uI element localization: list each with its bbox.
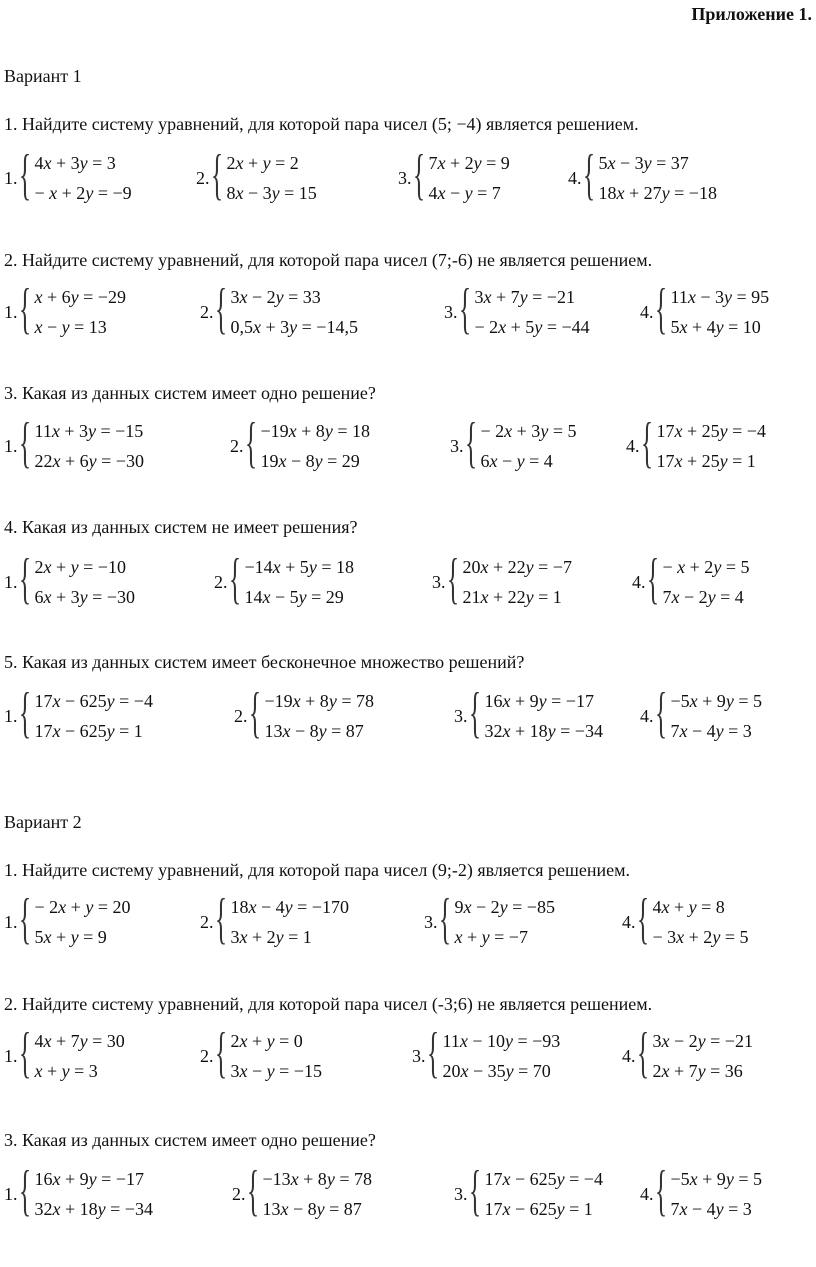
equation: −5x + 9y = 5 [670, 691, 762, 711]
option-number: 2. [214, 571, 228, 592]
answer-option [214, 548, 354, 612]
equation: 32x + 18y = −34 [34, 1199, 153, 1219]
option-number: 2. [200, 301, 214, 322]
equation-system [443, 1028, 561, 1084]
answer-option [450, 412, 577, 476]
equation-system [35, 1166, 153, 1222]
equation: 3x − y = −15 [230, 1061, 322, 1081]
system-brace-icon: { [640, 412, 653, 474]
system-brace-icon: { [468, 1160, 481, 1222]
equation-system [455, 894, 555, 950]
system-brace-icon: { [636, 1022, 649, 1084]
equation: 16x + 9y = −17 [484, 691, 594, 711]
system-brace-icon: { [214, 278, 227, 340]
system-brace-icon: { [210, 144, 223, 206]
answer-option [632, 548, 750, 612]
answer-option [622, 1022, 753, 1086]
equation-system [653, 1028, 753, 1084]
system-brace-icon: { [458, 278, 471, 340]
option-number: 3. [412, 1045, 426, 1066]
equation: 3x − 2y = −21 [652, 1031, 753, 1051]
equation: − 3x + 2y = 5 [652, 927, 749, 947]
option-number: 1. [4, 435, 18, 456]
system-brace-icon: { [18, 1160, 31, 1222]
option-number: 4. [568, 167, 582, 188]
question-text: 1. Найдите систему уравнений, для которой пара чисел (9;-2) является решением. [4, 860, 631, 880]
question-text: 4. Какая из данных систем не имеет решения? [4, 517, 358, 537]
equation-system [481, 418, 577, 474]
equation-system [261, 418, 370, 474]
answer-option [432, 548, 572, 612]
option-number: 2. [232, 1183, 246, 1204]
system-brace-icon: { [214, 1022, 227, 1084]
answer-option [200, 888, 349, 952]
equation: − x + 2y = −9 [34, 183, 132, 203]
system-brace-icon: { [446, 548, 459, 610]
equation: 7x + 2y = 9 [428, 153, 510, 173]
option-number: 4. [622, 1045, 636, 1066]
equation: 17x + 25y = 1 [656, 451, 756, 471]
system-brace-icon: { [214, 888, 227, 950]
variant-title: Вариант 1 [4, 66, 82, 86]
equation: 4x + 7y = 30 [34, 1031, 125, 1051]
equation: 9x − 2y = −85 [454, 897, 555, 917]
equation: 4x + 3y = 3 [34, 153, 116, 173]
system-brace-icon: { [18, 412, 31, 474]
option-number: 3. [450, 435, 464, 456]
equation: 8x − 3y = 15 [226, 183, 317, 203]
answer-option [230, 412, 370, 476]
option-number: 1. [4, 1045, 18, 1066]
equation: 2x + 7y = 36 [652, 1061, 743, 1081]
equation: x + 6y = −29 [34, 287, 126, 307]
system-brace-icon: { [426, 1022, 439, 1084]
system-brace-icon: { [18, 278, 31, 340]
option-number: 1. [4, 571, 18, 592]
option-number: 3. [432, 571, 446, 592]
equation: −19x + 8y = 18 [260, 421, 370, 441]
equation: 2x + y = 2 [226, 153, 299, 173]
system-brace-icon: { [464, 412, 477, 474]
equation: 17x − 625y = 1 [34, 721, 143, 741]
equation: 22x + 6y = −30 [34, 451, 144, 471]
system-brace-icon: { [582, 144, 595, 206]
equation: 6x + 3y = −30 [34, 587, 135, 607]
equation: 20x + 22y = −7 [462, 557, 572, 577]
equation: − 2x + y = 20 [34, 897, 131, 917]
equation: 4x + y = 8 [652, 897, 725, 917]
equation: 7x − 2y = 4 [662, 587, 744, 607]
system-brace-icon: { [18, 1022, 31, 1084]
equation: 32x + 18y = −34 [484, 721, 603, 741]
equation: 6x − y = 4 [480, 451, 553, 471]
equation: 17x − 625y = −4 [484, 1169, 603, 1189]
answer-option [622, 888, 749, 952]
equation-system [35, 894, 131, 950]
option-number: 1. [4, 167, 18, 188]
answer-option [640, 682, 762, 746]
answer-option [200, 278, 358, 342]
option-number: 2. [234, 705, 248, 726]
equation: −19x + 8y = 78 [264, 691, 374, 711]
answer-option [640, 1160, 762, 1224]
equation-system [429, 150, 510, 206]
equation: 5x − 3y = 37 [598, 153, 689, 173]
system-brace-icon: { [18, 682, 31, 744]
answer-option [4, 1160, 153, 1224]
equation: − 2x + 3y = 5 [480, 421, 577, 441]
equation: −13x + 8y = 78 [262, 1169, 372, 1189]
option-number: 3. [398, 167, 412, 188]
option-number: 4. [640, 705, 654, 726]
option-number: 3. [454, 705, 468, 726]
appendix-title: Приложение 1. [691, 4, 812, 24]
equation-system [663, 554, 750, 610]
equation: 17x − 625y = −4 [34, 691, 153, 711]
answer-option [412, 1022, 561, 1086]
system-brace-icon: { [18, 888, 31, 950]
answer-option [4, 682, 153, 746]
answer-option [196, 144, 317, 208]
option-number: 3. [424, 911, 438, 932]
system-brace-icon: { [654, 278, 667, 340]
equation: −14x + 5y = 18 [244, 557, 354, 577]
system-brace-icon: { [18, 548, 31, 610]
equation: 11x + 3y = −15 [34, 421, 144, 441]
question-text: 3. Какая из данных систем имеет одно решение? [4, 383, 376, 403]
equation-system [35, 284, 126, 340]
system-brace-icon: { [654, 1160, 667, 1222]
system-brace-icon: { [18, 144, 31, 206]
equation-system [463, 554, 572, 610]
option-number: 4. [632, 571, 646, 592]
equation: 7x − 4y = 3 [670, 721, 752, 741]
equation: 21x + 22y = 1 [462, 587, 562, 607]
answer-option [640, 278, 770, 342]
equation-system [227, 150, 317, 206]
system-brace-icon: { [636, 888, 649, 950]
question-text: 2. Найдите систему уравнений, для которой пара чисел (-3;6) не является решением. [4, 994, 653, 1014]
equation-system [671, 1166, 762, 1222]
equation: 13x − 8y = 87 [262, 1199, 362, 1219]
option-number: 3. [444, 301, 458, 322]
equation: 0,5x + 3y = −14,5 [230, 317, 358, 337]
system-brace-icon: { [438, 888, 451, 950]
answer-option [4, 144, 132, 208]
equation-system [35, 688, 153, 744]
option-number: 1. [4, 301, 18, 322]
system-brace-icon: { [228, 548, 241, 610]
option-number: 4. [626, 435, 640, 456]
equation: 3x − 2y = 33 [230, 287, 321, 307]
equation: x − y = 13 [34, 317, 107, 337]
system-brace-icon: { [248, 682, 261, 744]
equation-system [231, 894, 349, 950]
system-brace-icon: { [244, 412, 257, 474]
equation: 18x + 27y = −18 [598, 183, 717, 203]
equation: 3x + 2y = 1 [230, 927, 312, 947]
equation: − 2x + 5y = −44 [474, 317, 590, 337]
equation: 5x + 4y = 10 [670, 317, 761, 337]
question-text: 2. Найдите систему уравнений, для которой пара чисел (7;-6) не является решением. [4, 250, 653, 270]
equation: 17x − 625y = 1 [484, 1199, 593, 1219]
option-number: 1. [4, 705, 18, 726]
equation-system [671, 284, 770, 340]
answer-option [232, 1160, 372, 1224]
answer-option [4, 548, 135, 612]
option-number: 2. [196, 167, 210, 188]
option-number: 3. [454, 1183, 468, 1204]
equation: 18x − 4y = −170 [230, 897, 349, 917]
equation-system [671, 688, 762, 744]
system-brace-icon: { [246, 1160, 259, 1222]
equation: − x + 2y = 5 [662, 557, 750, 577]
answer-option [200, 1022, 322, 1086]
equation: 3x + 7y = −21 [474, 287, 575, 307]
equation-system [35, 150, 132, 206]
option-number: 1. [4, 1183, 18, 1204]
answer-option [454, 1160, 603, 1224]
option-number: 2. [230, 435, 244, 456]
system-brace-icon: { [654, 682, 667, 744]
answer-option [568, 144, 717, 208]
answer-option [454, 682, 603, 746]
question-text: 5. Какая из данных систем имеет бесконечное множество решений? [4, 652, 525, 672]
answer-option [424, 888, 555, 952]
equation: 14x − 5y = 29 [244, 587, 344, 607]
variant-title: Вариант 2 [4, 812, 82, 832]
answer-option [4, 278, 126, 342]
equation: 2x + y = 0 [230, 1031, 303, 1051]
equation-system [35, 554, 135, 610]
equation-system [599, 150, 717, 206]
system-brace-icon: { [412, 144, 425, 206]
equation-system [35, 1028, 125, 1084]
answer-option [398, 144, 510, 208]
equation: 7x − 4y = 3 [670, 1199, 752, 1219]
answer-option [626, 412, 766, 476]
option-number: 1. [4, 911, 18, 932]
equation-system [485, 1166, 603, 1222]
equation: 19x − 8y = 29 [260, 451, 360, 471]
equation-system [231, 284, 358, 340]
system-brace-icon: { [646, 548, 659, 610]
equation: 16x + 9y = −17 [34, 1169, 144, 1189]
equation: 5x + y = 9 [34, 927, 107, 947]
answer-option [4, 412, 144, 476]
option-number: 2. [200, 1045, 214, 1066]
equation: 11x − 3y = 95 [670, 287, 770, 307]
equation-system [265, 688, 374, 744]
system-brace-icon: { [468, 682, 481, 744]
answer-option [234, 682, 374, 746]
equation: 13x − 8y = 87 [264, 721, 364, 741]
equation: 20x − 35y = 70 [442, 1061, 551, 1081]
equation-system [231, 1028, 322, 1084]
answer-option [4, 1022, 125, 1086]
equation-system [475, 284, 590, 340]
equation-system [245, 554, 354, 610]
equation: x + y = −7 [454, 927, 528, 947]
option-number: 2. [200, 911, 214, 932]
equation: −5x + 9y = 5 [670, 1169, 762, 1189]
equation: 17x + 25y = −4 [656, 421, 766, 441]
question-text: 1. Найдите систему уравнений, для которой пара чисел (5; −4) является решением. [4, 114, 639, 134]
option-number: 4. [622, 911, 636, 932]
option-number: 4. [640, 1183, 654, 1204]
question-text: 3. Какая из данных систем имеет одно решение? [4, 1130, 376, 1150]
equation: x + y = 3 [34, 1061, 98, 1081]
option-number: 4. [640, 301, 654, 322]
equation: 4x − y = 7 [428, 183, 501, 203]
equation-system [653, 894, 749, 950]
answer-option [4, 888, 131, 952]
equation-system [263, 1166, 372, 1222]
equation: 11x − 10y = −93 [442, 1031, 561, 1051]
equation-system [485, 688, 603, 744]
equation-system [657, 418, 766, 474]
answer-option [444, 278, 590, 342]
equation: 2x + y = −10 [34, 557, 126, 577]
equation-system [35, 418, 144, 474]
